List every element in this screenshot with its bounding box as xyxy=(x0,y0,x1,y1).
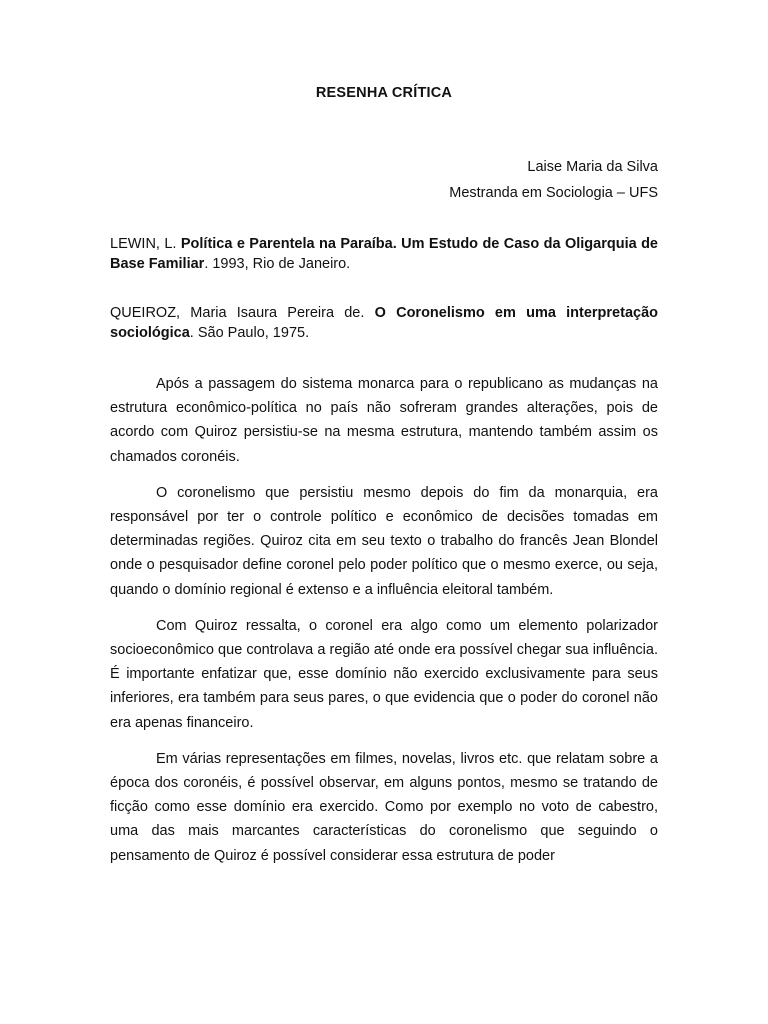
author-name: Laise Maria da Silva xyxy=(527,159,658,175)
paragraph-3: Com Quiroz ressalta, o coronel era algo como um elemento polarizador socioeconômico que controlava a região até onde era possível chegar sua influência. É importante enfatizar que, esse domínio não exercido exclusivamente para seus inferiores, era também para seus pares, o que evidencia que o poder do coronel não era apenas financeiro. xyxy=(110,617,658,731)
paragraph-4: Em várias representações em filmes, novelas, livros etc. que relatam sobre a época dos coronéis, é possível observar, em alguns pontos, mesmo se tratando de ficção como esse domínio era exercido. Como por exemplo no voto de cabestro, uma das mais marcantes características do coronelismo que seguindo o pensamento de Quiroz é possível considerar essa estrutura de poder xyxy=(110,750,658,864)
reference-queiroz xyxy=(110,304,658,343)
reference-suffix: . 1993, Rio de Janeiro. xyxy=(204,255,351,272)
paragraph-1: Após a passagem do sistema monarca para o republicano as mudanças na estrutura econômico-política no país não sofreram grandes alterações, pois de acordo com Quiroz persistiu-se na mesma estrutura, mantendo também assim os chamados coronéis. xyxy=(110,376,658,465)
reference-prefix: QUEIROZ, Maria Isaura Pereira de. xyxy=(110,305,375,321)
body-text xyxy=(110,372,658,880)
reference-suffix: . São Paulo, 1975. xyxy=(189,324,310,341)
author-affiliation: Mestranda em Sociologia – UFS xyxy=(449,185,658,201)
reference-book-title: O Coronelismo em uma interpretação sociológica xyxy=(110,305,658,341)
document-title: RESENHA CRÍTICA xyxy=(315,85,453,101)
author-block xyxy=(449,154,658,206)
reference-book-title: Política e Parentela na Paraíba. Um Estudo de Caso da Oligarquia de Base Familiar xyxy=(110,236,658,272)
paragraph-2: O coronelismo que persistiu mesmo depois do fim da monarquia, era responsável por ter o controle político e econômico de decisões tomadas em determinadas regiões. Quiroz cita em seu texto o trabalho do francês Jean Blondel onde o pesquisador define coronel pelo poder político que o mesmo exerce, ou seja, quando o domínio regional é extenso e a influência eleitoral também. xyxy=(110,484,658,598)
reference-prefix: LEWIN, L. xyxy=(110,236,181,252)
reference-lewin xyxy=(110,235,658,274)
document-page xyxy=(110,0,658,1024)
